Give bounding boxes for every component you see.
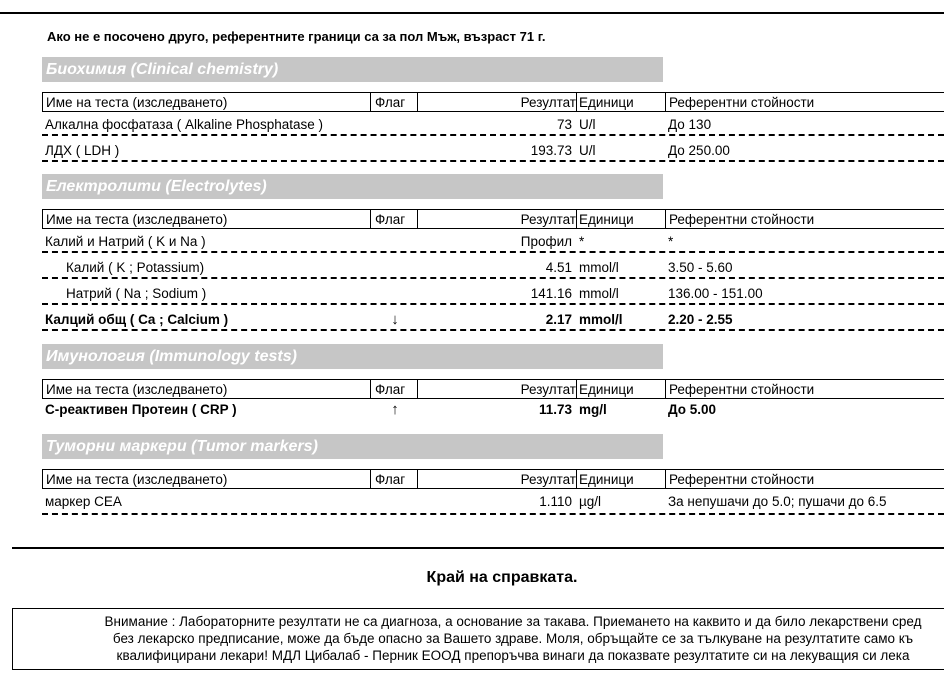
- reference-intro: Ако не е посочено друго, референтните граници са за пол Мъж, възраст 71 г.: [47, 29, 546, 44]
- reference-range: За непушачи до 5.0; пушачи до 6.5: [668, 494, 887, 509]
- header-units: Единици: [576, 380, 666, 398]
- header-result: Резултат: [520, 95, 576, 110]
- result-value: 73: [556, 117, 572, 132]
- test-name: маркер CEA: [45, 494, 122, 509]
- end-of-report: Край на справката.: [426, 569, 578, 586]
- table-row: [42, 114, 944, 136]
- flag-high-arrow: ↑: [391, 401, 399, 418]
- header-result: Резултат: [520, 472, 576, 487]
- header-test-name: Име на теста (изследването): [46, 472, 228, 487]
- table-row: [42, 283, 944, 305]
- unit: mmol/l: [579, 286, 619, 301]
- disclaimer-box: [12, 608, 944, 670]
- reference-range: До 250.00: [668, 143, 730, 158]
- header-test-name: Име на теста (изследването): [46, 212, 228, 227]
- result-value: Профил: [520, 234, 572, 249]
- reference-range: До 130: [668, 117, 712, 132]
- header-flag: Флаг: [370, 380, 418, 398]
- bottom-rule: [12, 547, 944, 549]
- reference-range: 136.00 - 151.00: [668, 286, 763, 301]
- result-value: 1.110: [539, 494, 572, 509]
- flag-low-arrow: ↓: [391, 311, 399, 328]
- header-flag: Флаг: [370, 93, 418, 111]
- header-flag: Флаг: [370, 470, 418, 488]
- test-name: C-реактивен Протеин ( CRP ): [45, 402, 237, 417]
- result-value: 4.51: [545, 260, 572, 275]
- header-flag: Флаг: [370, 210, 418, 228]
- test-name: ЛДХ ( LDH ): [45, 143, 120, 158]
- table-header: [42, 209, 944, 228]
- disclaimer-line: квалифицирани лекари! МДЛ Цибалаб - Перник ЕООД препоръчва винаги да показвате резултатите си на лекуващия си лека: [116, 648, 910, 663]
- header-reference: Референтни стойности: [669, 95, 815, 110]
- test-name: Калций общ ( Ca ; Calcium ): [45, 312, 229, 327]
- header-reference: Референтни стойности: [669, 382, 815, 397]
- section-title-biochemistry: Биохимия (Clinical chemistry): [42, 57, 663, 82]
- unit: mmol/l: [579, 312, 623, 327]
- header-units: Единици: [576, 93, 666, 111]
- test-name: Калий ( K ; Potassium): [66, 260, 205, 275]
- result-value: 193.73: [530, 143, 572, 158]
- table-row: [42, 309, 944, 331]
- table-row: [42, 491, 944, 515]
- table-row: [42, 140, 944, 162]
- unit: mmol/l: [579, 260, 619, 275]
- test-name: Алкална фосфатаза ( Alkaline Phosphatase ): [45, 117, 324, 132]
- result-value: 2.17: [545, 312, 572, 327]
- table-row: [42, 399, 944, 421]
- unit: U/l: [579, 117, 596, 132]
- test-name: Натрий ( Na ; Sodium ): [66, 286, 207, 301]
- header-units: Единици: [576, 210, 666, 228]
- reference-range: 3.50 - 5.60: [668, 260, 733, 275]
- disclaimer-line: без лекарско предписание, може да бъде опасно за Вашето здраве. Моля, обръщайте се за тълкуване на резултатите само къ: [112, 631, 914, 646]
- result-value: 11.73: [538, 402, 572, 417]
- table-header: [42, 379, 944, 398]
- table-header: [42, 469, 944, 488]
- top-rule: [0, 12, 944, 14]
- section-title-immunology: Имунология (Immunology tests): [42, 344, 663, 369]
- header-test-name: Име на теста (изследването): [46, 382, 228, 397]
- section-title-electrolytes: Електролити (Electrolytes): [42, 174, 663, 199]
- unit: *: [579, 234, 585, 249]
- unit: U/l: [579, 143, 596, 158]
- table-row: [42, 231, 944, 253]
- reference-range: 2.20 - 2.55: [668, 312, 733, 327]
- result-value: 141.16: [530, 286, 572, 301]
- unit: mg/l: [579, 402, 607, 417]
- header-test-name: Име на теста (изследването): [46, 95, 228, 110]
- table-header: [42, 92, 944, 111]
- disclaimer-line: Внимание : Лабораторните резултати не са диагноза, а основание за такава. Приемането на каквито и да било лекарствени сред: [104, 614, 922, 629]
- reference-range: До 5.00: [668, 402, 717, 417]
- header-result: Резултат: [520, 212, 576, 227]
- test-name: Калий и Натрий ( K и Na ): [45, 234, 206, 249]
- unit: µg/l: [579, 494, 602, 509]
- reference-range: *: [668, 234, 674, 249]
- header-units: Единици: [576, 470, 666, 488]
- table-row: [42, 257, 944, 279]
- header-reference: Референтни стойности: [669, 212, 815, 227]
- header-result: Резултат: [520, 382, 576, 397]
- section-title-tumor-markers: Туморни маркери (Tumor markers): [42, 434, 663, 459]
- header-reference: Референтни стойности: [669, 472, 815, 487]
